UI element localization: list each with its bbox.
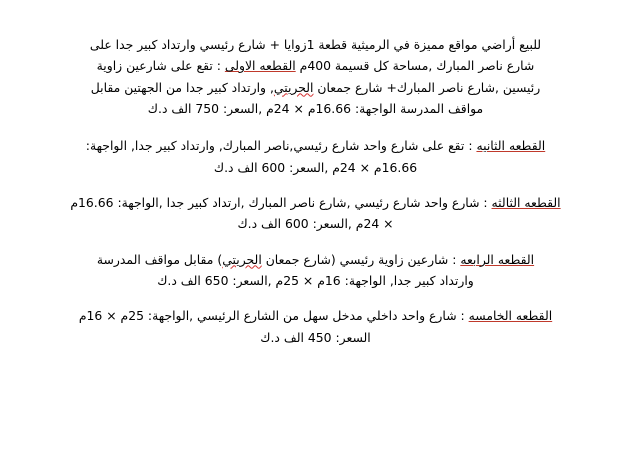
paragraph-intro: [46, 34, 585, 119]
underlined-heading-first: القطعه الاولى: [224, 58, 296, 74]
paragraph-second: [46, 135, 585, 178]
underlined-heading-fourth: القطعه الرابعه: [460, 251, 535, 267]
underlined-heading-second: القطعه الثانيه: [476, 138, 546, 154]
paragraph-intro-line-1: للبيع أراضي مواقع مميزة في الرميثية قطعة 1زوايا + شارع رئيسي وارتداد كبير جدا على: [89, 37, 542, 52]
paragraph-second-line-2: 16.66م × 24م ,السعر: 600 الف د.ك: [213, 159, 418, 175]
paragraph-second-line-1: القطعه الثانيه : تقع على شارع واحد شارع رئيسي,ناصر المبارك, وارتداد كبير جدا, الواجهة:: [85, 138, 546, 154]
paragraph-intro-line-4: مواقف المدرسة الواجهة: 16.66م × 24م ,السعر: 750 الف د.ك: [147, 100, 484, 116]
paragraph-intro-line-3: رئيسين ,شارع ناصر المبارك+ شارع جمعان الحريتي, وارتداد كبير جدا من الجهتين مقابل: [90, 79, 541, 95]
document-body: [46, 34, 585, 348]
paragraph-fifth-line-2: السعر: 450 الف د.ك: [260, 329, 371, 345]
paragraph-fourth-line-1: القطعه الرابعه : شارعين زاوية رئيسي (شارع جمعان الحريتي) مقابل مواقف المدرسة: [96, 251, 535, 267]
spellcheck-word: الحريتي: [273, 79, 314, 95]
paragraph-fourth-line-2: وارتداد كبير جدا, الواجهة: 16م × 25م ,السعر: 650 الف د.ك: [157, 272, 474, 288]
underlined-heading-third: القطعه الثالثه: [491, 194, 561, 210]
underlined-heading-fifth: القطعه الخامسه: [468, 308, 553, 324]
spellcheck-word: الحريتي: [222, 251, 262, 267]
paragraph-fourth: [46, 249, 585, 292]
paragraph-intro-line-2: شارع ناصر المبارك ,مساحة كل قسيمة 400م القطعه الاولى : تقع على شارعين زاوية: [96, 58, 535, 74]
paragraph-third-line-2: × 24م ,السعر: 600 الف د.ك: [237, 216, 394, 232]
paragraph-third-line-1: القطعه الثالثه : شارع واحد شارع رئيسي ,شارع ناصر المبارك ,ارتداد كبير جدا ,الواجهة: 16.66م: [70, 194, 561, 210]
paragraph-fifth-line-1: القطعه الخامسه : شارع واحد داخلي مدخل سهل من الشارع الرئيسي ,الواجهة: 25م × 16م: [78, 308, 553, 324]
paragraph-fifth: [46, 305, 585, 348]
paragraph-third: [46, 192, 585, 235]
